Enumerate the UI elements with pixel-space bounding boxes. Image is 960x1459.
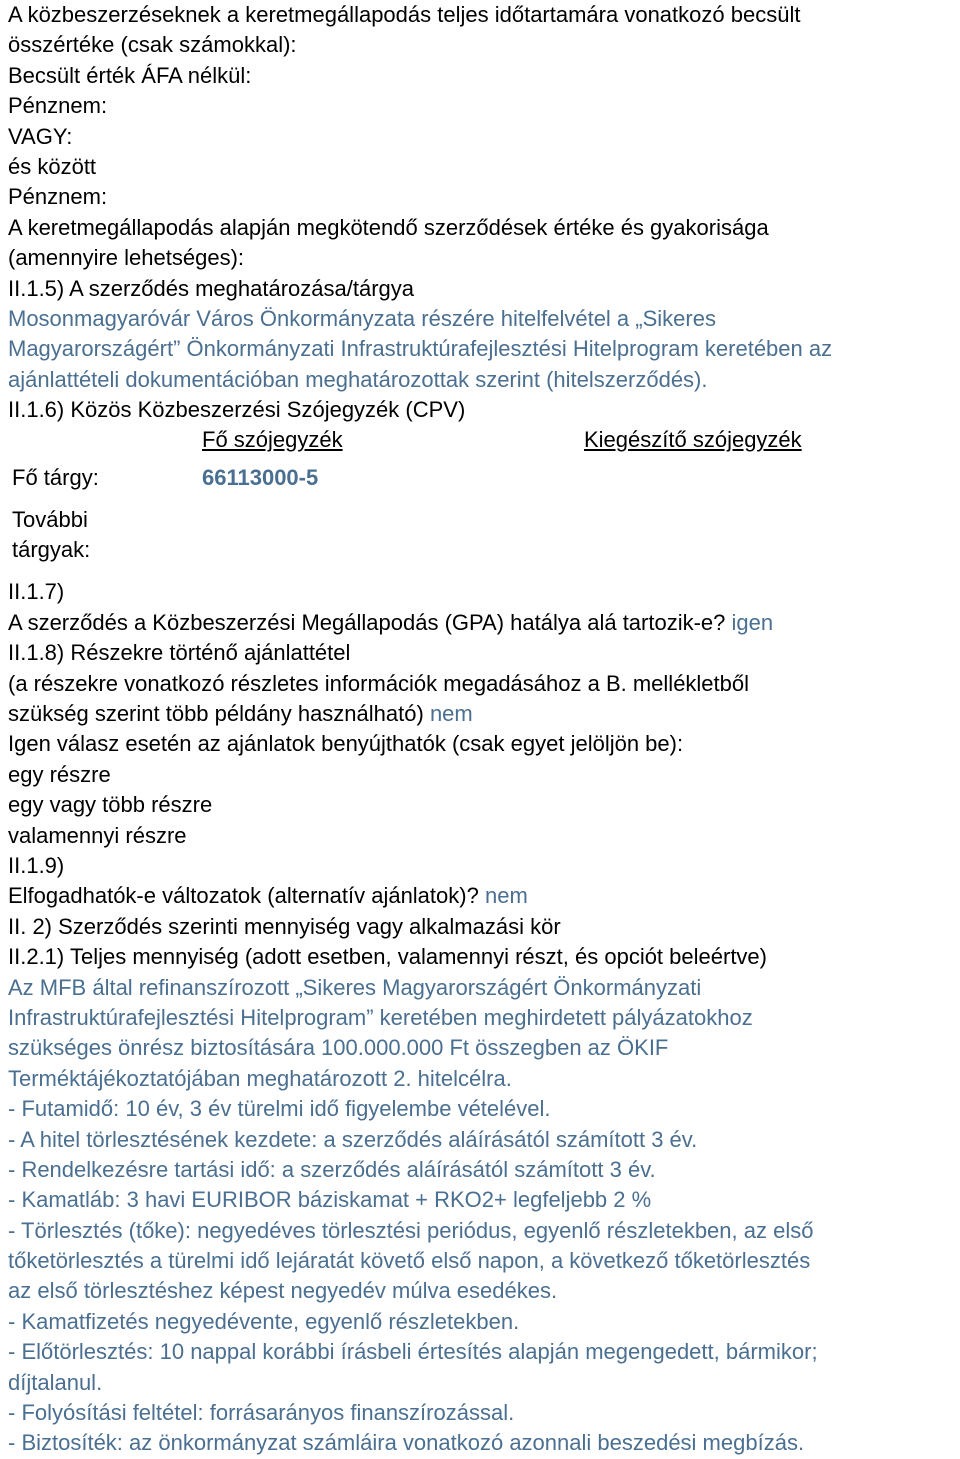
main-vocab-header: Fő szójegyzék [202,427,343,453]
text-line: (a részekre vonatkozó részletes információk megadásához a B. mellékletből [8,670,750,696]
text-line: (amennyire lehetséges): [8,245,245,271]
lots-note: szükség szerint több példány használható) [8,701,424,727]
variants-answer: nem [484,883,528,909]
lot-option: valamennyi részre [8,822,187,848]
variants-section [8,851,956,912]
subject-line: ajánlattételi dokumentációban meghatározottak szerint (hitelszerződés). [8,366,708,392]
scope-line: az első törlesztéshez képest negyedév múlva esedékes. [8,1278,558,1304]
section-heading: II.1.8) Részekre történő ajánlattétel [8,640,351,666]
section-heading: II. 2) Szerződés szerinti mennyiség vagy alkalmazási kör [8,913,561,939]
text-line: összértéke (csak számokkal): [8,32,297,58]
lot-option: egy részre [8,761,111,787]
scope-line: - Kamatláb: 3 havi EURIBOR báziskamat + RKO2+ legfeljebb 2 % [8,1187,652,1213]
scope-line: - Futamidő: 10 év, 3 év türelmi idő figyelembe vételével. [8,1096,551,1122]
gpa-question: A szerződés a Közbeszerzési Megállapodás (GPA) hatálya alá tartozik-e? [8,609,726,635]
scope-line: - Törlesztés (tőke): negyedéves törlesztési periódus, egyenlő részletekben, az első [8,1217,814,1243]
text-line: Pénznem: [8,184,108,210]
subject-line: Mosonmagyaróvár Város Önkormányzata részére hitelfelvétel a „Sikeres [8,305,716,331]
variants-question-line [8,881,956,911]
scope-line: szükséges önrész biztosítására 100.000.000 Ft összegben az ÖKIF [8,1035,669,1061]
scope-line: - Folyósítási feltétel: forrásarányos finanszírozással. [8,1400,515,1426]
text-line: A keretmegállapodás alapján megkötendő szerződések értéke és gyakorisága [8,214,769,240]
text-line: és között [8,153,97,179]
text-line: VAGY: [8,123,73,149]
scope-line: Az MFB által refinanszírozott „Sikeres Magyarországért Önkormányzati [8,974,702,1000]
scope-line: Infrastruktúrafejlesztési Hitelprogram” keretében meghirdetett pályázatokhoz [8,1004,753,1030]
contract-subject [8,304,956,395]
scope-line: Terméktájékoztatójában meghatározott 2. hitelcélra. [8,1065,512,1091]
lots-section [8,638,956,851]
estimate-section [8,0,956,304]
main-object-label: Fő tárgy: [12,465,99,491]
cpv-heading: II.1.6) Közös Közbeszerzési Szójegyzék (CPV) [8,397,466,423]
section-subheading: II.2.1) Teljes mennyiség (adott esetben, valamennyi részt, és opciót beleértve) [8,944,767,970]
text-line: Igen válasz esetén az ajánlatok benyújthatók (csak egyet jelöljön be): [8,731,684,757]
section-heading: II.1.7) [8,579,65,605]
scope-line: - Rendelkezésre tartási idő: a szerződés aláírásától számított 3 év. [8,1156,656,1182]
scope-line: - Előtörlesztés: 10 nappal korábbi írásbeli értesítés alapján megengedett, bármikor; [8,1339,818,1365]
scope-line: tőketörlesztés a türelmi idő lejáratát követő első napon, a következő tőketörlesztés [8,1248,811,1274]
supp-vocab-header: Kiegészítő szójegyzék [584,427,802,453]
text-line: Pénznem: [8,93,108,119]
section-heading: II.1.9) [8,852,65,878]
lots-answer: nem [429,701,473,727]
scope-line: - A hitel törlesztésének kezdete: a szerződés aláírásától számított 3 év. [8,1126,698,1152]
gpa-question-line [8,608,956,638]
gpa-answer: igen [731,609,774,635]
scope-line: - Kamatfizetés negyedévente, egyenlő részletekben. [8,1308,520,1334]
lots-answer-line [8,699,956,729]
additional-objects-label: További tárgyak: [12,507,91,563]
variants-question: Elfogadhatók-e változatok (alternatív ajánlatok)? [8,883,479,909]
gpa-section [8,577,956,638]
document [8,0,956,1459]
section-heading: II.1.5) A szerződés meghatározása/tárgya [8,275,415,301]
subject-line: Magyarországért” Önkormányzati Infrastruktúrafejlesztési Hitelprogram keretében az [8,336,833,362]
cpv-table [8,425,956,577]
text-line: Becsült érték ÁFA nélkül: [8,62,252,88]
scope-line: - Biztosíték: az önkormányzat számláira vonatkozó azonnali beszedési megbízás. [8,1430,805,1456]
cpv-code: 66113000-5 [202,465,319,491]
text-line: A közbeszerzéseknek a keretmegállapodás teljes időtartamára vonatkozó becsült [8,2,801,27]
scope-line: díjtalanul. [8,1369,103,1395]
lot-option: egy vagy több részre [8,792,213,818]
scope-section [8,912,956,1459]
